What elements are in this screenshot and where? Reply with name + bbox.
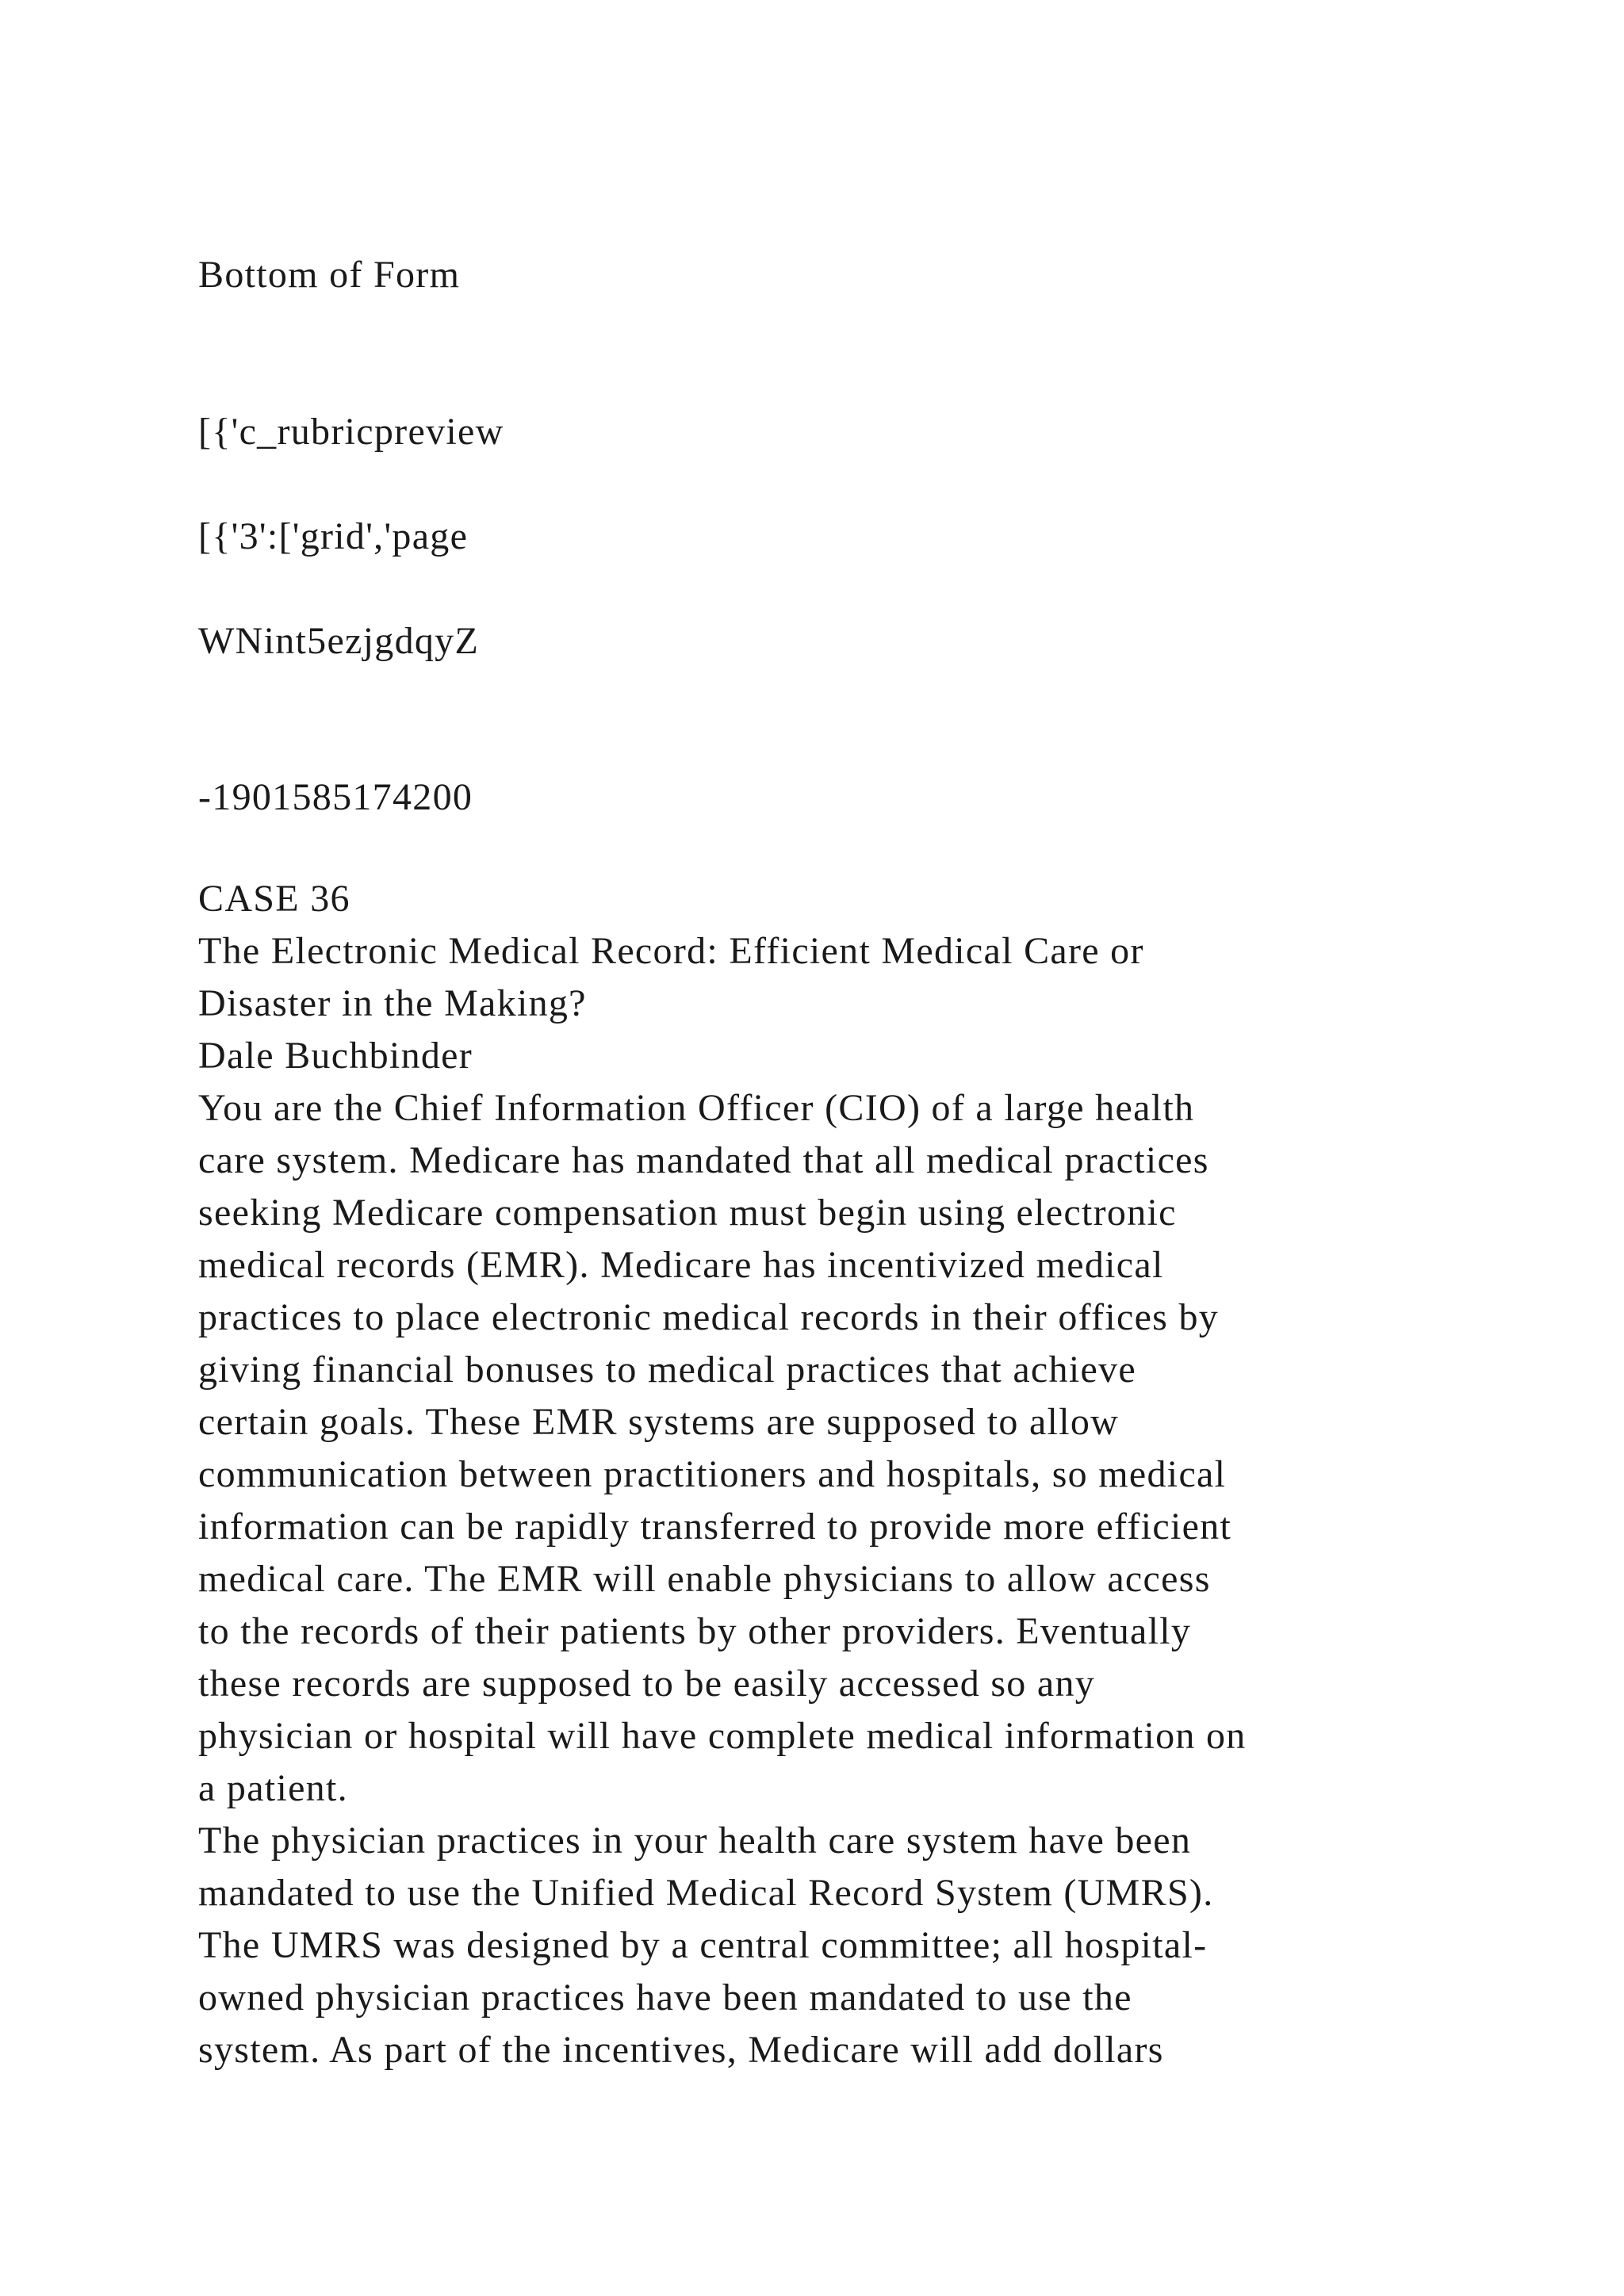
grid-page-fragment: [{'3':['grid','page <box>198 515 469 557</box>
paragraph-2-line: The physician practices in your health care system have been <box>198 1820 1192 1862</box>
paragraph-1-line: information can be rapidly transferred to provide more efficient <box>198 1506 1232 1548</box>
case-title-line: The Electronic Medical Record: Efficient Medical Care or <box>198 930 1144 972</box>
paragraph-2-line: owned physician practices have been mandated to use the <box>198 1976 1132 2019</box>
paragraph-2-line: system. As part of the incentives, Medicare will add dollars <box>198 2029 1164 2071</box>
paragraph-1-line: communication between practitioners and hospitals, so medical <box>198 1453 1227 1495</box>
id-string-fragment: WNint5ezjgdqyZ <box>198 620 480 662</box>
paragraph-1-line: care system. Medicare has mandated that all medical practices <box>198 1139 1209 1181</box>
paragraph-1-line: practices to place electronic medical records in their offices by <box>198 1296 1220 1338</box>
paragraph-1-line: medical records (EMR). Medicare has incentivized medical <box>198 1244 1164 1286</box>
paragraph-1-line: a patient. <box>198 1767 348 1809</box>
paragraph-1-line: certain goals. These EMR systems are supposed to allow <box>198 1401 1120 1443</box>
case-title-line: Disaster in the Making? <box>198 982 587 1024</box>
paragraph-1-line: giving financial bonuses to medical practices that achieve <box>198 1349 1136 1391</box>
case-document-body <box>198 873 1435 2076</box>
numeric-id-fragment: -1901585174200 <box>198 776 473 818</box>
paragraph-1-line: to the records of their patients by other providers. Eventually <box>198 1610 1192 1652</box>
paragraph-1-line: medical care. The EMR will enable physicians to allow access <box>198 1558 1211 1600</box>
paragraph-1-line: You are the Chief Information Officer (CIO) of a large health <box>198 1087 1195 1129</box>
paragraph-1-line: these records are supposed to be easily accessed so any <box>198 1663 1096 1705</box>
paragraph-1-line: physician or hospital will have complete medical information on <box>198 1715 1247 1757</box>
paragraph-2-line: mandated to use the Unified Medical Record System (UMRS). <box>198 1872 1214 1914</box>
rubric-preview-fragment: [{'c_rubricpreview <box>198 411 504 453</box>
bottom-of-form-label: Bottom of Form <box>198 254 461 296</box>
case-label: CASE 36 <box>198 878 350 920</box>
author-name: Dale Buchbinder <box>198 1035 473 1077</box>
paragraph-1-line: seeking Medicare compensation must begin using electronic <box>198 1192 1177 1234</box>
paragraph-2-line: The UMRS was designed by a central committee; all hospital- <box>198 1924 1208 1966</box>
